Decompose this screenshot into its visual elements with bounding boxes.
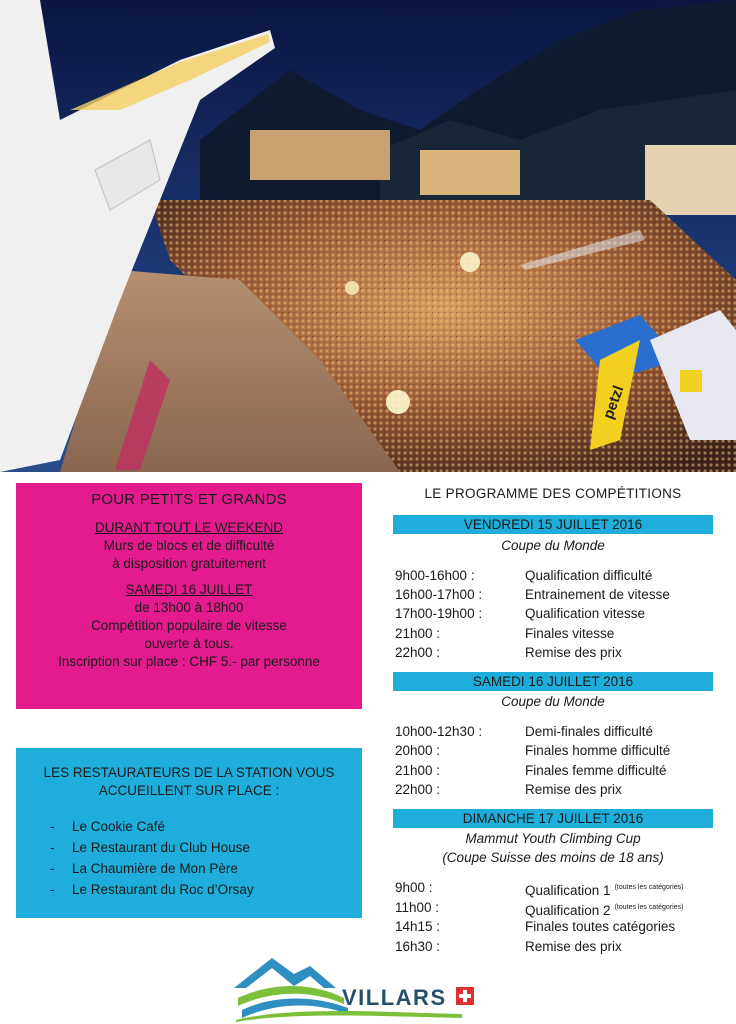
restaurants-title-line-1: LES RESTAURATEURS DE LA STATION VOUS [43, 765, 335, 780]
saturday-line-3: Inscription sur place : CHF 5.- par personne [58, 654, 320, 669]
weekend-line-2: à disposition gratuitement [112, 556, 266, 571]
saturday-line-1: Compétition populaire de vitesse [91, 618, 287, 633]
schedule-row [393, 917, 733, 936]
restaurants-title [16, 764, 362, 800]
restaurant-item: - Le Cookie Café [50, 818, 362, 839]
weekend-heading: DURANT TOUT LE WEEKEND [94, 520, 284, 535]
day-subtitle-sunday-2: (Coupe Suisse des moins de 18 ans) [442, 850, 664, 865]
saturday-line-2: ouverte à tous. [144, 636, 234, 651]
climbing-event-photo [0, 0, 736, 472]
event-name: Finales homme difficulté [525, 743, 671, 758]
event-time: 10h00-12h30 : [395, 724, 483, 739]
day-subtitle-sunday-1: Mammut Youth Climbing Cup [465, 831, 641, 846]
weekend-line-1: Murs de blocs et de difficulté [103, 538, 275, 553]
schedule-row [393, 604, 733, 623]
event-name: Remise des prix [525, 939, 622, 954]
restaurant-item: - Le Restaurant du Club House [50, 839, 362, 860]
event-time: 9h00 : [395, 880, 433, 895]
day-band-sunday: DIMANCHE 17 JUILLET 2016 [393, 809, 713, 828]
event-name: Qualification vitesse [525, 606, 646, 621]
programme-title: LE PROGRAMME DES COMPÉTITIONS [424, 486, 682, 501]
day-subtitle-saturday: Coupe du Monde [501, 694, 605, 709]
schedule-row [393, 898, 733, 917]
event-name: Entrainement de vitesse [525, 587, 670, 602]
schedule-row [393, 643, 733, 662]
event-time: 11h00 : [395, 900, 440, 915]
saturday-time: de 13h00 à 18h00 [134, 600, 244, 615]
restaurant-list [16, 818, 362, 902]
day-band-friday: VENDREDI 15 JUILLET 2016 [393, 515, 713, 534]
event-name: Finales vitesse [525, 626, 615, 641]
event-name: Finales toutes catégories [525, 919, 676, 934]
schedule-row [393, 780, 733, 799]
event-name-text: Qualification 2 [525, 903, 611, 918]
event-name: Finales femme difficulté [525, 763, 667, 778]
schedule-row [393, 624, 733, 643]
schedule-row [393, 566, 733, 585]
event-time: 9h00-16h00 : [395, 568, 475, 583]
event-note: (toutes les catégories) [614, 904, 684, 911]
event-time: 14h15 : [395, 919, 441, 934]
event-time: 16h30 : [395, 939, 441, 954]
event-name [525, 878, 683, 900]
pink-info-box [16, 483, 362, 709]
saturday-heading: SAMEDI 16 JUILLET [125, 582, 253, 597]
petzl-banner-text: petzl [599, 383, 628, 422]
event-time: 21h00 : [395, 763, 441, 778]
flood-light [345, 281, 359, 295]
schedule-row [393, 585, 733, 604]
blue-restaurants-box [16, 748, 362, 918]
villars-logo-text: VILLARS [342, 985, 447, 1010]
day-band-saturday: SAMEDI 16 JUILLET 2016 [393, 672, 713, 691]
event-time: 20h00 : [395, 743, 441, 758]
day-subtitle-friday: Coupe du Monde [501, 538, 605, 553]
event-time: 22h00 : [395, 645, 441, 660]
restaurant-item: - La Chaumière de Mon Père [50, 860, 362, 881]
swiss-cross-icon [456, 987, 474, 1005]
event-time: 22h00 : [395, 782, 441, 797]
event-note: (toutes les catégories) [614, 884, 684, 891]
schedule-row [393, 722, 733, 741]
restaurants-title-line-2: ACCUEILLENT SUR PLACE : [98, 783, 280, 798]
pink-box-title: POUR PETITS ET GRANDS [91, 491, 287, 508]
event-name: Qualification difficulté [525, 568, 653, 583]
stage-light [460, 252, 480, 272]
schedule-row [393, 878, 733, 897]
spot-light [386, 390, 410, 414]
event-name-text: Qualification 1 [525, 883, 611, 898]
hero-photo [0, 0, 736, 472]
event-name: Remise des prix [525, 645, 622, 660]
yellow-flag [680, 370, 702, 392]
schedule-row [393, 761, 733, 780]
right-building [645, 145, 736, 215]
town-building [420, 150, 520, 195]
event-name: Remise des prix [525, 782, 622, 797]
event-name: Demi-finales difficulté [525, 724, 654, 739]
event-time: 17h00-19h00 : [395, 606, 483, 621]
hotel-building [250, 130, 390, 180]
event-time: 21h00 : [395, 626, 441, 641]
restaurant-item: - Le Restaurant du Roc d’Orsay [50, 881, 362, 902]
event-time: 16h00-17h00 : [395, 587, 483, 602]
schedule-row [393, 741, 733, 760]
